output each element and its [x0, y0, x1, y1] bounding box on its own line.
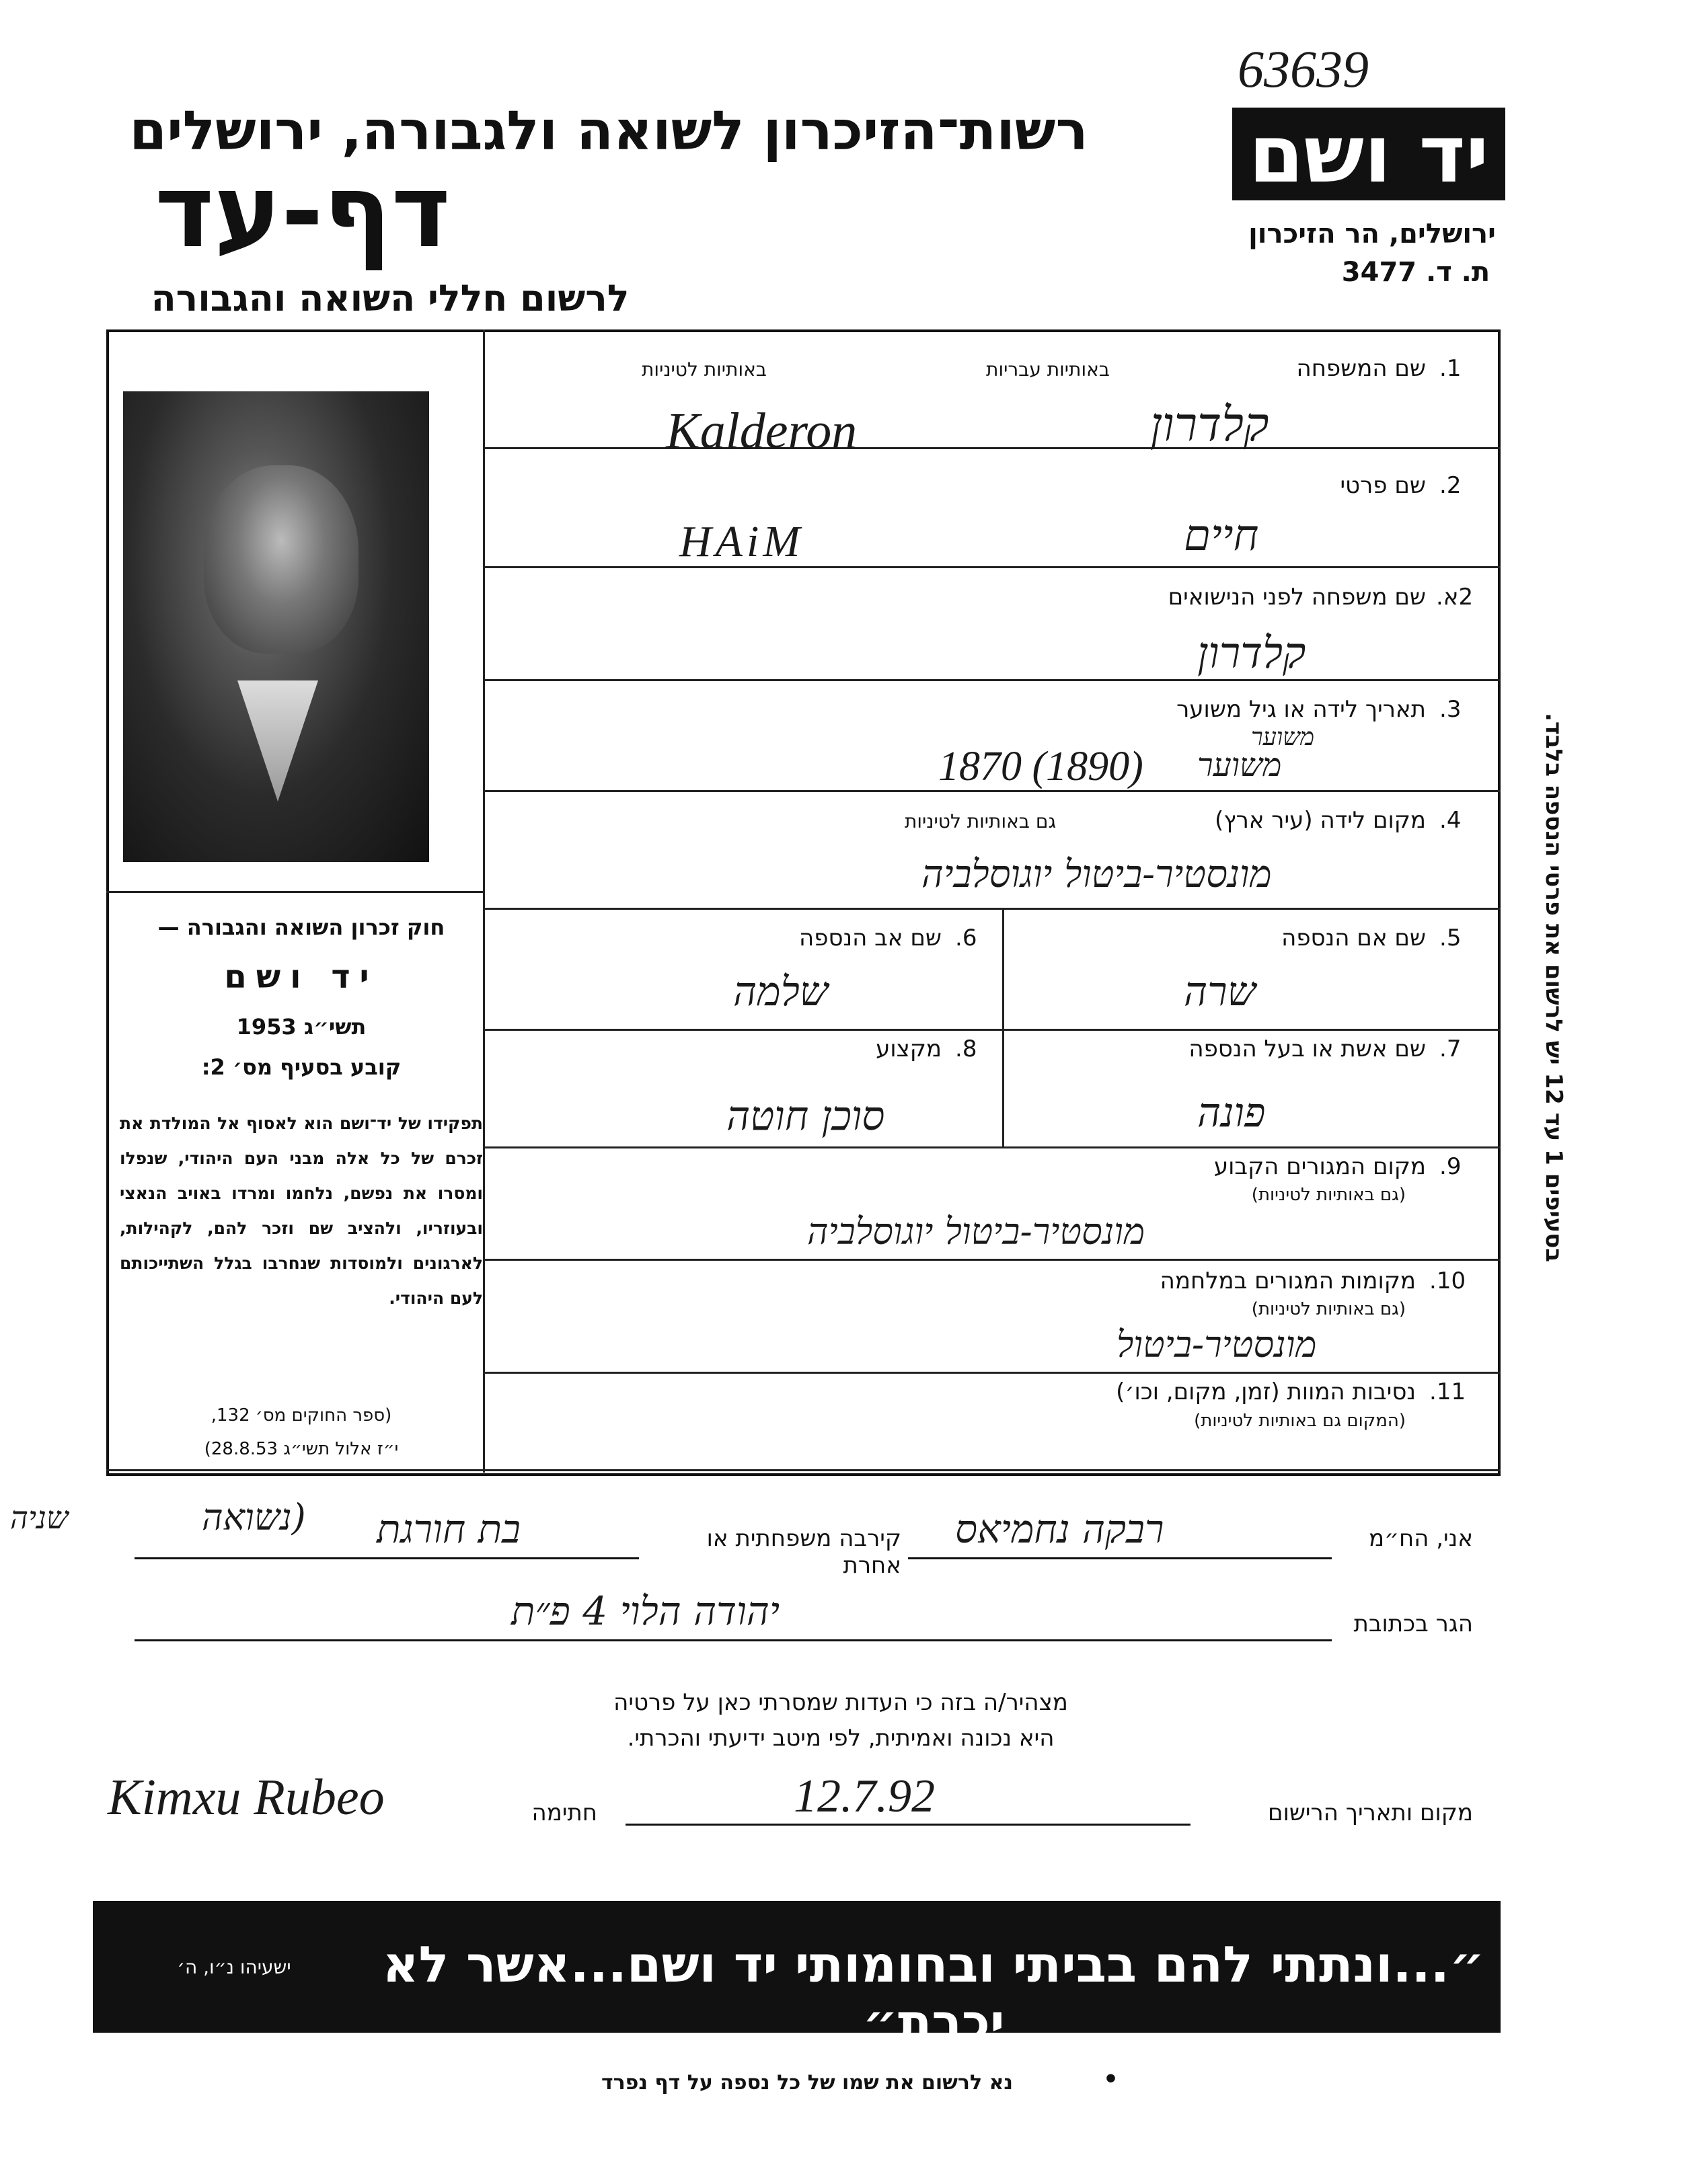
row-sep-7: [483, 1146, 1501, 1148]
footer-banner: [93, 1901, 1501, 2052]
row-sep-8: [483, 1259, 1501, 1261]
field9-latin-note: (גם באותיות לטיניות): [1251, 1185, 1406, 1205]
field1-number: 1.: [1439, 355, 1462, 382]
row-sep-6: [483, 1029, 1501, 1031]
margin-note: שניה: [10, 1499, 69, 1536]
page-title: דף-עד: [155, 153, 451, 270]
field6-label: שם אב הנספה: [799, 925, 942, 951]
field4-latin-note: גם באותיות לטיניות: [905, 810, 1056, 832]
field1-hebrew-col: באותיות עבריות: [986, 358, 1110, 381]
field1-latin-col: באותיות לטיניות: [642, 358, 767, 381]
field6-value: שלמה: [733, 968, 829, 1015]
law-text: תפקידו של יד־ושם הוא לאסוף אל המולדת את זכרם של כל אלה מבני העם היהודי, שנפלו ומסרו את נפשם, נלחמו ומרדו באויב הנאצי ובעוזריו, ולהציב שם וזכר להם, לקהילות, לארגונים ולמוסדות שנחרבו בגלל השתייכותם לעם היהודי.: [120, 1114, 483, 1308]
field8-number: 8.: [955, 1036, 977, 1062]
field4-number: 4.: [1439, 807, 1462, 834]
portrait-shirt: [237, 680, 318, 802]
page-subtitle: לרשום חללי השואה והגבורה: [151, 277, 630, 319]
field1-label: שם המשפחה: [1296, 355, 1426, 382]
field10-label: מקומות המגורים במלחמה: [1160, 1268, 1416, 1294]
field2a-number: 2א.: [1436, 584, 1474, 611]
law-ref2: י״ז אלול תשי״ג 28.8.53): [204, 1439, 399, 1459]
portrait-photo: [123, 391, 429, 862]
field1-value-hebrew: קלדרון: [1150, 397, 1269, 452]
row-sep-2: [483, 566, 1501, 568]
relation-note: (נשואה: [202, 1496, 306, 1538]
row-sep-5: [483, 908, 1501, 910]
address-line: [135, 1639, 1332, 1641]
record-number: 63639: [1238, 40, 1369, 98]
law-line2: יד ושם: [224, 958, 379, 996]
field7-number: 7.: [1439, 1036, 1462, 1062]
statement-line1: מצהיר/ה בזה כי העדות שמסרתי כאן על פרטיה: [613, 1689, 1068, 1716]
statement-line2: היא נכונה ואמיתית, לפי מיטב ידיעתי והכרתי.: [627, 1725, 1055, 1752]
place-date-value: 12.7.92: [794, 1770, 935, 1822]
declarant-value: רבקה נחמיאס: [955, 1506, 1164, 1552]
field2-value-hebrew: חיים: [1184, 511, 1259, 561]
field2-number: 2.: [1439, 472, 1462, 499]
address-label: הגר בכתובת: [1353, 1610, 1473, 1637]
field4-value: מונסטיר-ביטול יוגוסלביה: [921, 853, 1272, 896]
footer-quote: ״...ונתתי להם בביתי ובחומותי יד ושם...אשר לא יכרת״: [382, 1936, 1485, 2052]
bottom-note: נא לרשום את שמו של כל נספה על דף נפרד: [601, 2071, 1014, 2095]
form-bottom-line: [106, 1469, 1501, 1471]
law-line4: קובע בסעיף מס׳ 2:: [201, 1054, 402, 1080]
field2a-value: קלדרון: [1197, 629, 1306, 678]
field7-value: פונה: [1197, 1089, 1266, 1136]
declarant-line: [908, 1557, 1332, 1559]
field6-number: 6.: [955, 925, 977, 951]
row-sep-3: [483, 679, 1501, 681]
field11-number: 11.: [1429, 1378, 1466, 1405]
field10-value: מונסטיר-ביטול: [1117, 1323, 1317, 1366]
field10-number: 10.: [1429, 1268, 1466, 1294]
declarant-label: אני, הח״מ: [1369, 1525, 1473, 1552]
field2-label: שם פרטי: [1340, 472, 1426, 499]
law-ref1: (ספר החוקים מס׳ 132,: [211, 1405, 392, 1426]
column-divider: [483, 329, 485, 1473]
bottom-bullet: •: [1103, 2066, 1119, 2093]
portrait-face: [204, 465, 358, 654]
field1-value-latin: Kalderon: [666, 403, 858, 459]
side-note: בסעיפים 1 עד 12 יש לרשום את פרטי הנספה בלבד.: [1540, 713, 1567, 1263]
field8-value: סוכן חוטה: [726, 1093, 885, 1140]
place-date-line: [626, 1824, 1190, 1826]
field5-number: 5.: [1439, 925, 1462, 951]
logo-address-line1: ירושלים, הר הזיכרון: [1248, 219, 1496, 249]
logo-address-line2: ת. ד. 3477: [1341, 257, 1490, 288]
field3-label: תאריך לידה או גיל משוער: [1176, 696, 1426, 723]
split-divider-56: [1002, 908, 1004, 1146]
law-line1: חוק זכרון השואה והגבורה —: [157, 914, 445, 940]
field3-number: 3.: [1439, 696, 1462, 723]
relation-line: [135, 1557, 639, 1559]
law-line3: תשי״ג 1953: [236, 1014, 367, 1040]
field5-label: שם אם הנספה: [1281, 925, 1426, 951]
field9-number: 9.: [1439, 1153, 1462, 1180]
row-sep-9: [483, 1372, 1501, 1374]
field11-label: נסיבות המוות (זמן, מקום, וכו׳): [1116, 1378, 1416, 1405]
place-date-label: מקום ותאריך הרישום: [1268, 1799, 1473, 1826]
photo-law-divider: [106, 891, 484, 893]
authority-title: רשות־הזיכרון לשואה ולגבורה, ירושלים: [129, 100, 1088, 162]
yad-vashem-logo: יד ושם: [1232, 108, 1505, 200]
relation-value: בת חורגת: [377, 1506, 521, 1552]
signature-label: חתימה: [531, 1799, 597, 1826]
field2a-label: שם משפחה לפני הנישואים: [1168, 584, 1426, 611]
field3-value-note: משוער: [1251, 724, 1315, 751]
relation-label: קירבה משפחתית או אחרת: [706, 1525, 901, 1579]
field10-latin-note: (גם באותיות לטיניות): [1251, 1299, 1406, 1319]
row-sep-1: [483, 447, 1501, 449]
field2-value-latin: HAiM: [679, 517, 804, 566]
field7-label: שם אשת או בעל הנספה: [1188, 1036, 1426, 1062]
field9-value: מונסטיר-ביטול יוגוסלביה: [807, 1210, 1145, 1253]
footer-source: ישעיהו נ״ו, ה׳: [177, 1956, 291, 1978]
field5-value: שרה: [1184, 968, 1256, 1015]
signature: Kimxu Rubeo: [108, 1769, 385, 1826]
field4-label: מקום לידה (עיר ארץ): [1214, 807, 1426, 834]
field3-value: 1870 (1890): [938, 744, 1143, 789]
field8-label: מקצוע: [876, 1036, 942, 1062]
field11-latin-note: (המקום גם באותיות לטיניות): [1194, 1411, 1406, 1431]
field9-label: מקום המגורים הקבוע: [1213, 1153, 1426, 1180]
field3-value-note-2: משוער: [1197, 746, 1282, 784]
address-value: יהודה הלוי 4 פ״ת: [511, 1588, 780, 1634]
